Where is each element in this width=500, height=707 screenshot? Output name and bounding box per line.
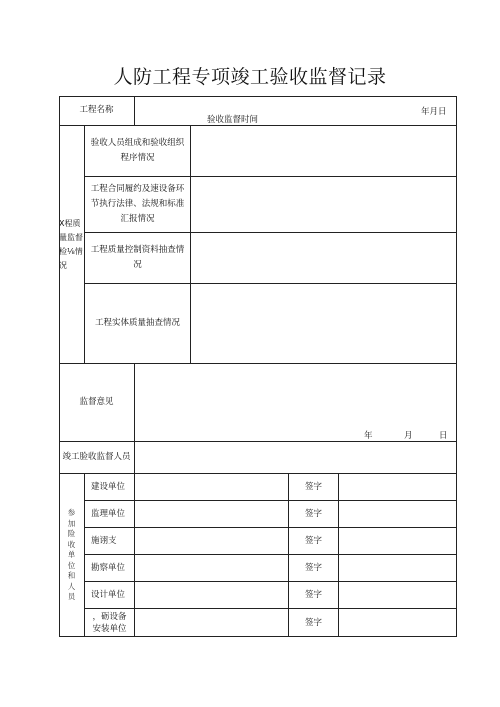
unit-design-sign-cell[interactable] <box>339 582 457 609</box>
quality-section-label-cell <box>59 126 85 364</box>
unit-survey-sign-cell[interactable] <box>339 555 457 582</box>
supervisor-label: 竣工脸收监督人员 <box>62 452 131 462</box>
opinion-label-cell <box>59 364 135 442</box>
opinion-label: 监督意见 <box>79 397 114 407</box>
unit-supervision-sign-cell[interactable] <box>339 501 457 528</box>
opinion-month-label: 月 <box>404 431 413 441</box>
unit-construction-name-cell[interactable] <box>135 474 289 501</box>
unit-construction-sign-label: 签字 <box>304 481 322 492</box>
unit-equipment-sign-cell[interactable] <box>339 609 457 637</box>
unit-equipment-label: ，砺设备安装单位 <box>92 612 127 634</box>
quality-item-2-label: 工程合同履约及速设备环节执行法律、法规和标准汇报情况 <box>90 184 185 224</box>
quality-item-4-label-cell <box>85 284 191 364</box>
unit-supervision-name-cell[interactable] <box>135 501 289 528</box>
unit-contractor-sign-label-cell <box>289 528 339 555</box>
quality-item-2-label-cell <box>85 177 191 233</box>
unit-design-sign-label-cell <box>289 582 339 609</box>
unit-survey-label: 勘察单位 <box>91 562 126 573</box>
unit-construction-label-cell <box>85 474 135 501</box>
unit-equipment-sign-label: 签字 <box>304 617 322 628</box>
quality-item-1-label-cell <box>85 126 191 177</box>
unit-contractor-label-cell <box>85 528 135 555</box>
unit-contractor-sign-cell[interactable] <box>339 528 457 555</box>
unit-construction-sign-label-cell <box>289 474 339 501</box>
inspection-time-label: 验收监督时间 <box>207 115 259 125</box>
quality-item-2-value-cell[interactable] <box>191 177 457 233</box>
unit-design-sign-label: 签字 <box>304 589 322 600</box>
unit-survey-label-cell <box>85 555 135 582</box>
unit-supervision-sign-label: 签字 <box>304 508 322 519</box>
project-name-value-cell[interactable] <box>135 96 457 126</box>
unit-equipment-sign-label-cell <box>289 609 339 637</box>
page-title: 人防工程专项竣工验收监督记录 <box>113 66 387 88</box>
unit-contractor-label: 施诩支 <box>91 535 117 546</box>
unit-design-label-cell <box>85 582 135 609</box>
unit-survey-name-cell[interactable] <box>135 555 289 582</box>
unit-survey-sign-label: 签字 <box>304 562 322 573</box>
unit-supervision-label: 监理单位 <box>91 508 126 519</box>
unit-equipment-name-cell[interactable] <box>135 609 289 637</box>
project-name-label-cell <box>59 96 135 126</box>
unit-design-name-cell[interactable] <box>135 582 289 609</box>
quality-item-3-label-cell <box>85 233 191 284</box>
quality-item-1-value-cell[interactable] <box>191 126 457 177</box>
participants-label: 参加险收单位和人员 <box>67 508 76 602</box>
quality-section-label: X程质量监督检⅛情况 <box>59 218 83 270</box>
unit-supervision-sign-label-cell <box>289 501 339 528</box>
quality-item-1-label: 验收人员组成和验收组织程序情况 <box>90 138 185 163</box>
inspection-date-label: 年月日 <box>421 107 447 117</box>
quality-item-4-label: 工程实体质量抽查情况 <box>94 318 180 328</box>
opinion-year-label: 年 <box>364 431 373 441</box>
supervisor-label-cell <box>59 442 135 474</box>
supervisor-value-cell[interactable] <box>135 442 457 474</box>
supervision-record-form <box>59 96 457 637</box>
unit-survey-sign-label-cell <box>289 555 339 582</box>
quality-item-3-value-cell[interactable] <box>191 233 457 284</box>
quality-item-4-value-cell[interactable] <box>191 284 457 364</box>
unit-equipment-label-cell <box>85 609 135 637</box>
participants-label-cell <box>59 474 85 637</box>
unit-construction-label: 建设单位 <box>91 481 126 492</box>
unit-contractor-name-cell[interactable] <box>135 528 289 555</box>
unit-supervision-label-cell <box>85 501 135 528</box>
unit-construction-sign-cell[interactable] <box>339 474 457 501</box>
opinion-day-label: 日 <box>439 431 448 441</box>
quality-item-3-label: 工程质量控制资料抽查情况 <box>90 245 185 270</box>
unit-contractor-sign-label: 签字 <box>304 535 322 546</box>
project-name-label: 工程名称 <box>79 105 114 115</box>
unit-design-label: 设计单位 <box>91 589 126 600</box>
